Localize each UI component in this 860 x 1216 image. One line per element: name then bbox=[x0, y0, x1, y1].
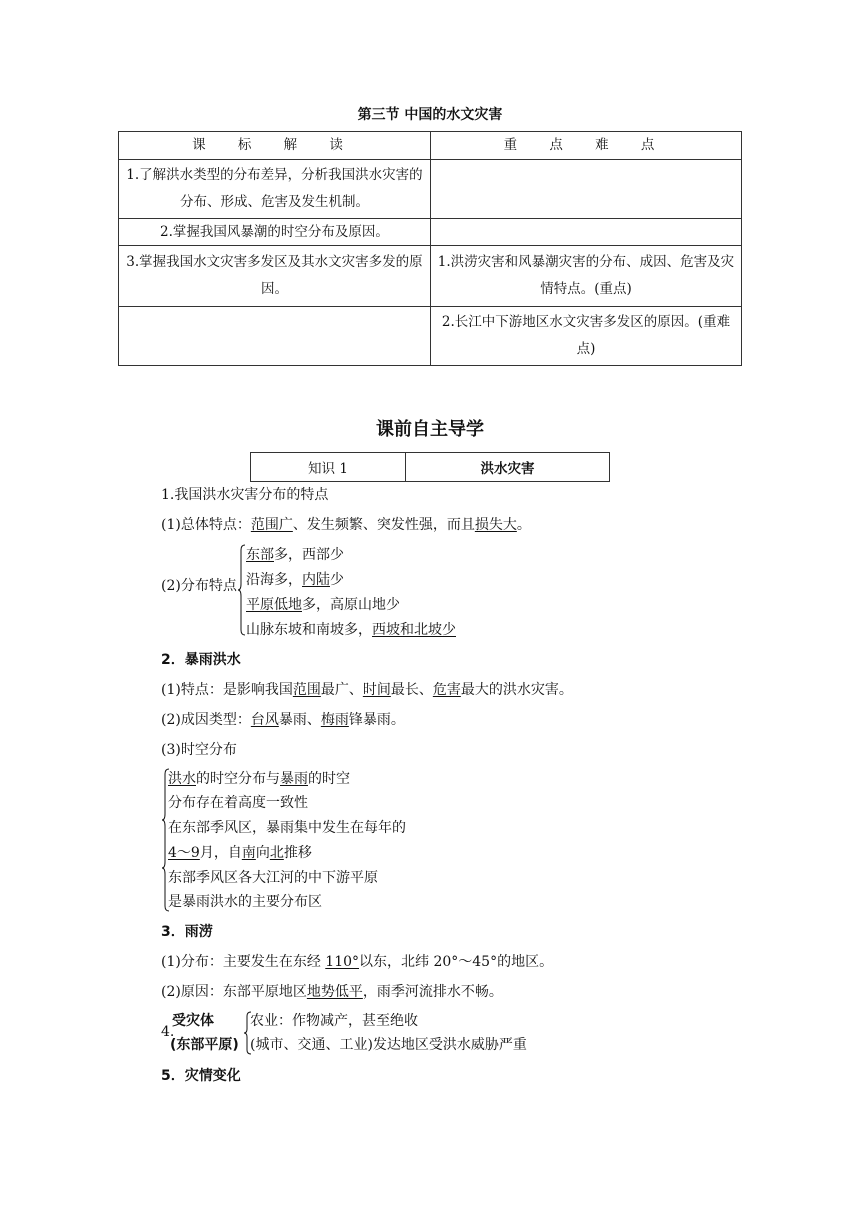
rainstorm-feature: (1)特点：是影响我国范围最广、时间最长、危害最大的洪水灾害。 bbox=[161, 682, 573, 698]
affected-sublabel: (东部平原) bbox=[170, 1037, 239, 1053]
knowledge-topic: 洪水灾害 bbox=[406, 453, 610, 482]
list-item: 沿海多，内陆少 bbox=[246, 572, 344, 588]
rainstorm-cause: (2)成因类型：台风暴雨、梅雨锋暴雨。 bbox=[161, 712, 405, 728]
list-item: 东部季风区各大江河的中下游平原 bbox=[168, 870, 378, 886]
table-row bbox=[119, 246, 742, 307]
spacetime-heading: (3)时空分布 bbox=[161, 742, 237, 758]
list-item: 分布存在着高度一致性 bbox=[168, 795, 308, 811]
table-cell bbox=[431, 219, 742, 246]
table-cell: 2.掌握我国风暴潮的时空分布及原因。 bbox=[119, 219, 431, 246]
table-row bbox=[119, 219, 742, 246]
overall-feature: (1)总体特点：范围广、发生频繁、突发性强，而且损失大。 bbox=[161, 517, 531, 533]
table-cell: 2.长江中下游地区水文灾害多发区的原因。(重难点) bbox=[431, 307, 742, 366]
heading-3: 3．雨涝 bbox=[161, 924, 213, 940]
waterlogging-cause: (2)原因：东部平原地区地势低平，雨季河流排水不畅。 bbox=[161, 984, 503, 1000]
list-item: 洪水的时空分布与暴雨的时空 bbox=[168, 771, 350, 787]
table-cell: 1.了解洪水类型的分布差异，分析我国洪水灾害的分布、形成、危害及发生机制。 bbox=[119, 160, 431, 219]
list-item: 农业：作物减产，甚至绝收 bbox=[250, 1013, 418, 1029]
distribution-label: (2)分布特点 bbox=[161, 578, 237, 594]
list-item: 平原低地多，高原山地少 bbox=[246, 597, 400, 613]
heading-2: 2．暴雨洪水 bbox=[161, 652, 241, 668]
page-title: 第三节 中国的水文灾害 bbox=[357, 107, 503, 123]
list-item: 是暴雨洪水的主要分布区 bbox=[168, 894, 322, 910]
list-item: 在东部季风区，暴雨集中发生在每年的 bbox=[168, 820, 406, 836]
table-cell: 3.掌握我国水文灾害多发区及其水文灾害多发的原因。 bbox=[119, 246, 431, 307]
brace-icon bbox=[162, 768, 170, 912]
table-row bbox=[119, 160, 742, 219]
list-item: (城市、交通、工业)发达地区受洪水威胁严重 bbox=[250, 1037, 527, 1053]
item-number-4: 4. bbox=[161, 1024, 175, 1040]
table-header-row bbox=[119, 132, 742, 160]
standards-table bbox=[118, 131, 742, 366]
table-cell: 1.洪涝灾害和风暴潮灾害的分布、成因、危害及灾情特点。(重点) bbox=[431, 246, 742, 307]
header-standards: 课 标 解 读 bbox=[119, 132, 431, 160]
table-row bbox=[119, 307, 742, 366]
section-title: 课前自主导学 bbox=[376, 419, 484, 440]
affected-label: 受灾体 bbox=[172, 1013, 214, 1029]
brace-icon bbox=[238, 544, 246, 636]
heading-5: 5．灾情变化 bbox=[161, 1068, 241, 1084]
list-item: 山脉东坡和南坡多，西坡和北坡少 bbox=[246, 622, 456, 638]
list-item: 4～9月，自南向北推移 bbox=[168, 845, 312, 861]
list-item: 东部多，西部少 bbox=[246, 547, 344, 563]
header-key-points: 重 点 难 点 bbox=[431, 132, 742, 160]
knowledge-label: 知识 1 bbox=[251, 453, 406, 482]
table-cell bbox=[431, 160, 742, 219]
heading-1: 1.我国洪水灾害分布的特点 bbox=[161, 487, 329, 503]
waterlogging-distribution: (1)分布：主要发生在东经 110°以东，北纬 20°～45°的地区。 bbox=[161, 954, 554, 970]
knowledge-box bbox=[250, 452, 610, 482]
table-cell bbox=[119, 307, 431, 366]
